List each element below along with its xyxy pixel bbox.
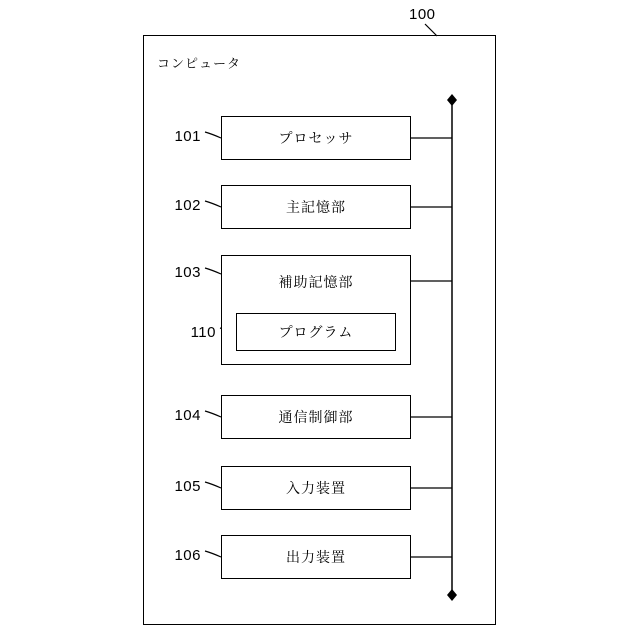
block-program-label: プログラム	[278, 324, 354, 340]
block-output-device-label: 出力装置	[286, 549, 346, 565]
reference-numeral-110: 110	[190, 324, 216, 341]
block-input-device	[221, 466, 411, 510]
reference-numeral-101: 101	[174, 128, 201, 145]
reference-numeral-102: 102	[174, 197, 201, 214]
reference-numeral-100: 100	[409, 6, 436, 23]
block-output-device	[221, 535, 411, 579]
reference-numeral-104: 104	[174, 407, 201, 424]
block-communication-control-label: 通信制御部	[278, 409, 354, 425]
block-program	[236, 313, 396, 351]
block-communication-control	[221, 395, 411, 439]
block-processor-label: プロセッサ	[278, 130, 354, 146]
reference-numeral-103: 103	[174, 264, 201, 281]
block-main-memory	[221, 185, 411, 229]
block-input-device-label: 入力装置	[286, 480, 346, 496]
reference-numeral-105: 105	[174, 478, 201, 495]
block-main-memory-label: 主記憶部	[286, 199, 346, 215]
reference-numeral-106: 106	[174, 547, 201, 564]
block-processor	[221, 116, 411, 160]
computer-label: コンピュータ	[157, 56, 242, 71]
block-auxiliary-storage-label: 補助記憶部	[278, 274, 354, 290]
